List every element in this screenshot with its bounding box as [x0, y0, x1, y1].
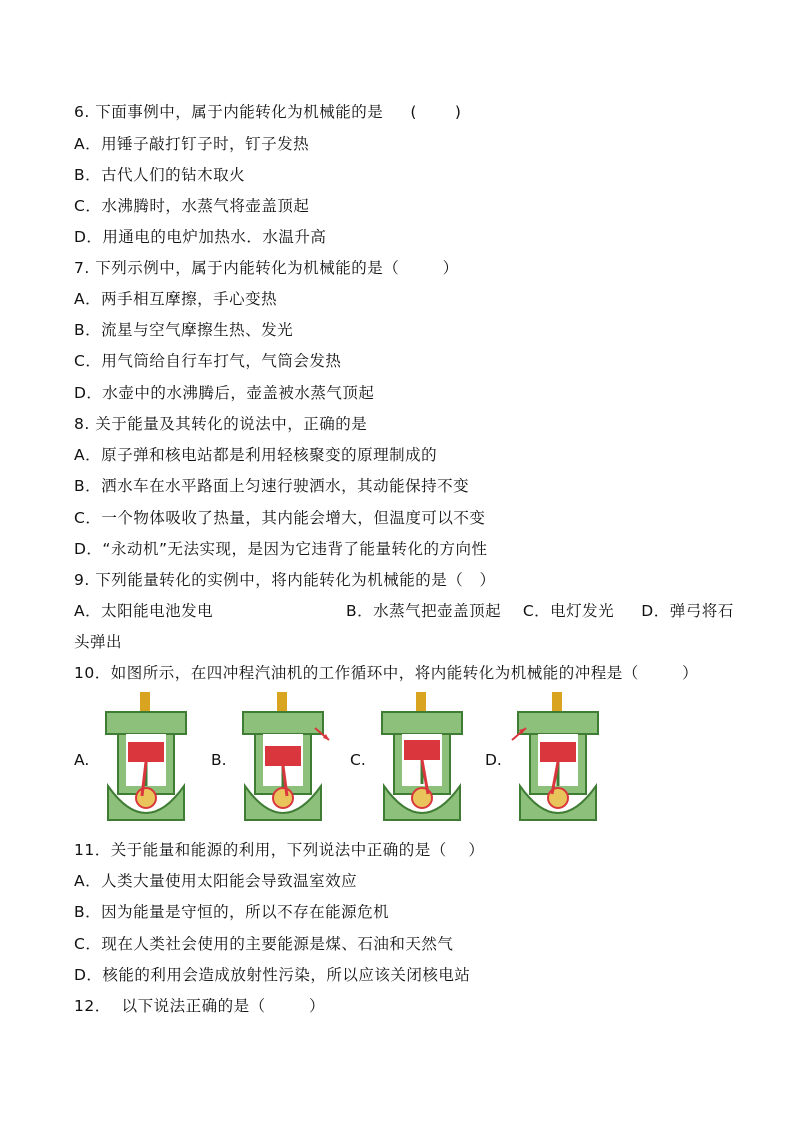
engine-svg-d — [510, 690, 606, 830]
q7-option-b: B．流星与空气摩擦生热、发光 — [74, 321, 294, 339]
q8-stem: 8. 关于能量及其转化的说法中，正确的是 — [74, 415, 368, 433]
q8-option-a: A．原子弹和核电站都是利用轻核聚变的原理制成的 — [74, 446, 438, 464]
engine-svg-b — [235, 690, 331, 830]
q11-stem: 11．关于能量和能源的利用，下列说法中正确的是（ ） — [74, 841, 485, 859]
q8-option-c: C．一个物体吸收了热量，其内能会增大，但温度可以不变 — [74, 509, 486, 527]
q8-option-d: D．“永动机”无法实现，是因为它违背了能量转化的方向性 — [74, 540, 488, 558]
q11-option-d: D．核能的利用会造成放射性污染，所以应该关闭核电站 — [74, 966, 471, 984]
q6-option-c: C．水沸腾时，水蒸气将壶盖顶起 — [74, 197, 310, 215]
q9-options-bcd: B．水蒸气把壶盖顶起 C．电灯发光 D．弹弓将石 — [346, 602, 734, 620]
q9-stem: 9. 下列能量转化的实例中，将内能转化为机械能的是（ ） — [74, 571, 496, 589]
q10-stem: 10．如图所示，在四冲程汽油机的工作循环中，将内能转化为机械能的冲程是（ ） — [74, 664, 699, 682]
q6-option-a: A．用锤子敲打钉子时，钉子发热 — [74, 135, 310, 153]
q10-option-d-label: D. — [485, 751, 502, 769]
engine-svg-a — [98, 690, 194, 830]
q9-option-d-wrap: 头弹出 — [74, 633, 123, 651]
q6-stem: 6. 下面事例中，属于内能转化为机械能的是 ( ) — [74, 103, 462, 121]
q7-option-d: D．水壶中的水沸腾后，壶盖被水蒸气顶起 — [74, 384, 375, 402]
engine-diagram-b — [235, 690, 331, 830]
engine-svg-c — [374, 690, 470, 830]
q7-stem: 7. 下列示例中，属于内能转化为机械能的是（ ） — [74, 259, 459, 277]
q10-option-b-label: B. — [211, 751, 227, 769]
q8-option-b: B．洒水车在水平路面上匀速行驶洒水，其动能保持不变 — [74, 477, 470, 495]
q12-stem: 12． 以下说法正确的是（ ） — [74, 997, 325, 1015]
q6-option-b: B．古代人们的钻木取火 — [74, 166, 246, 184]
q11-option-b: B．因为能量是守恒的，所以不存在能源危机 — [74, 903, 390, 921]
engine-diagram-d — [510, 690, 606, 830]
q6-option-d: D．用通电的电炉加热水．水温升高 — [74, 228, 327, 246]
q10-option-c-label: C. — [350, 751, 366, 769]
q11-option-a: A．人类大量使用太阳能会导致温室效应 — [74, 872, 358, 890]
engine-diagram-a — [98, 690, 194, 830]
q10-option-a-label: A. — [74, 751, 90, 769]
q7-option-c: C．用气筒给自行车打气，气筒会发热 — [74, 352, 342, 370]
q9-option-a: A．太阳能电池发电 — [74, 602, 214, 620]
engine-figure-row — [70, 690, 730, 835]
q7-option-a: A．两手相互摩擦，手心变热 — [74, 290, 278, 308]
engine-diagram-c — [374, 690, 470, 830]
q11-option-c: C．现在人类社会使用的主要能源是煤、石油和天然气 — [74, 935, 454, 953]
